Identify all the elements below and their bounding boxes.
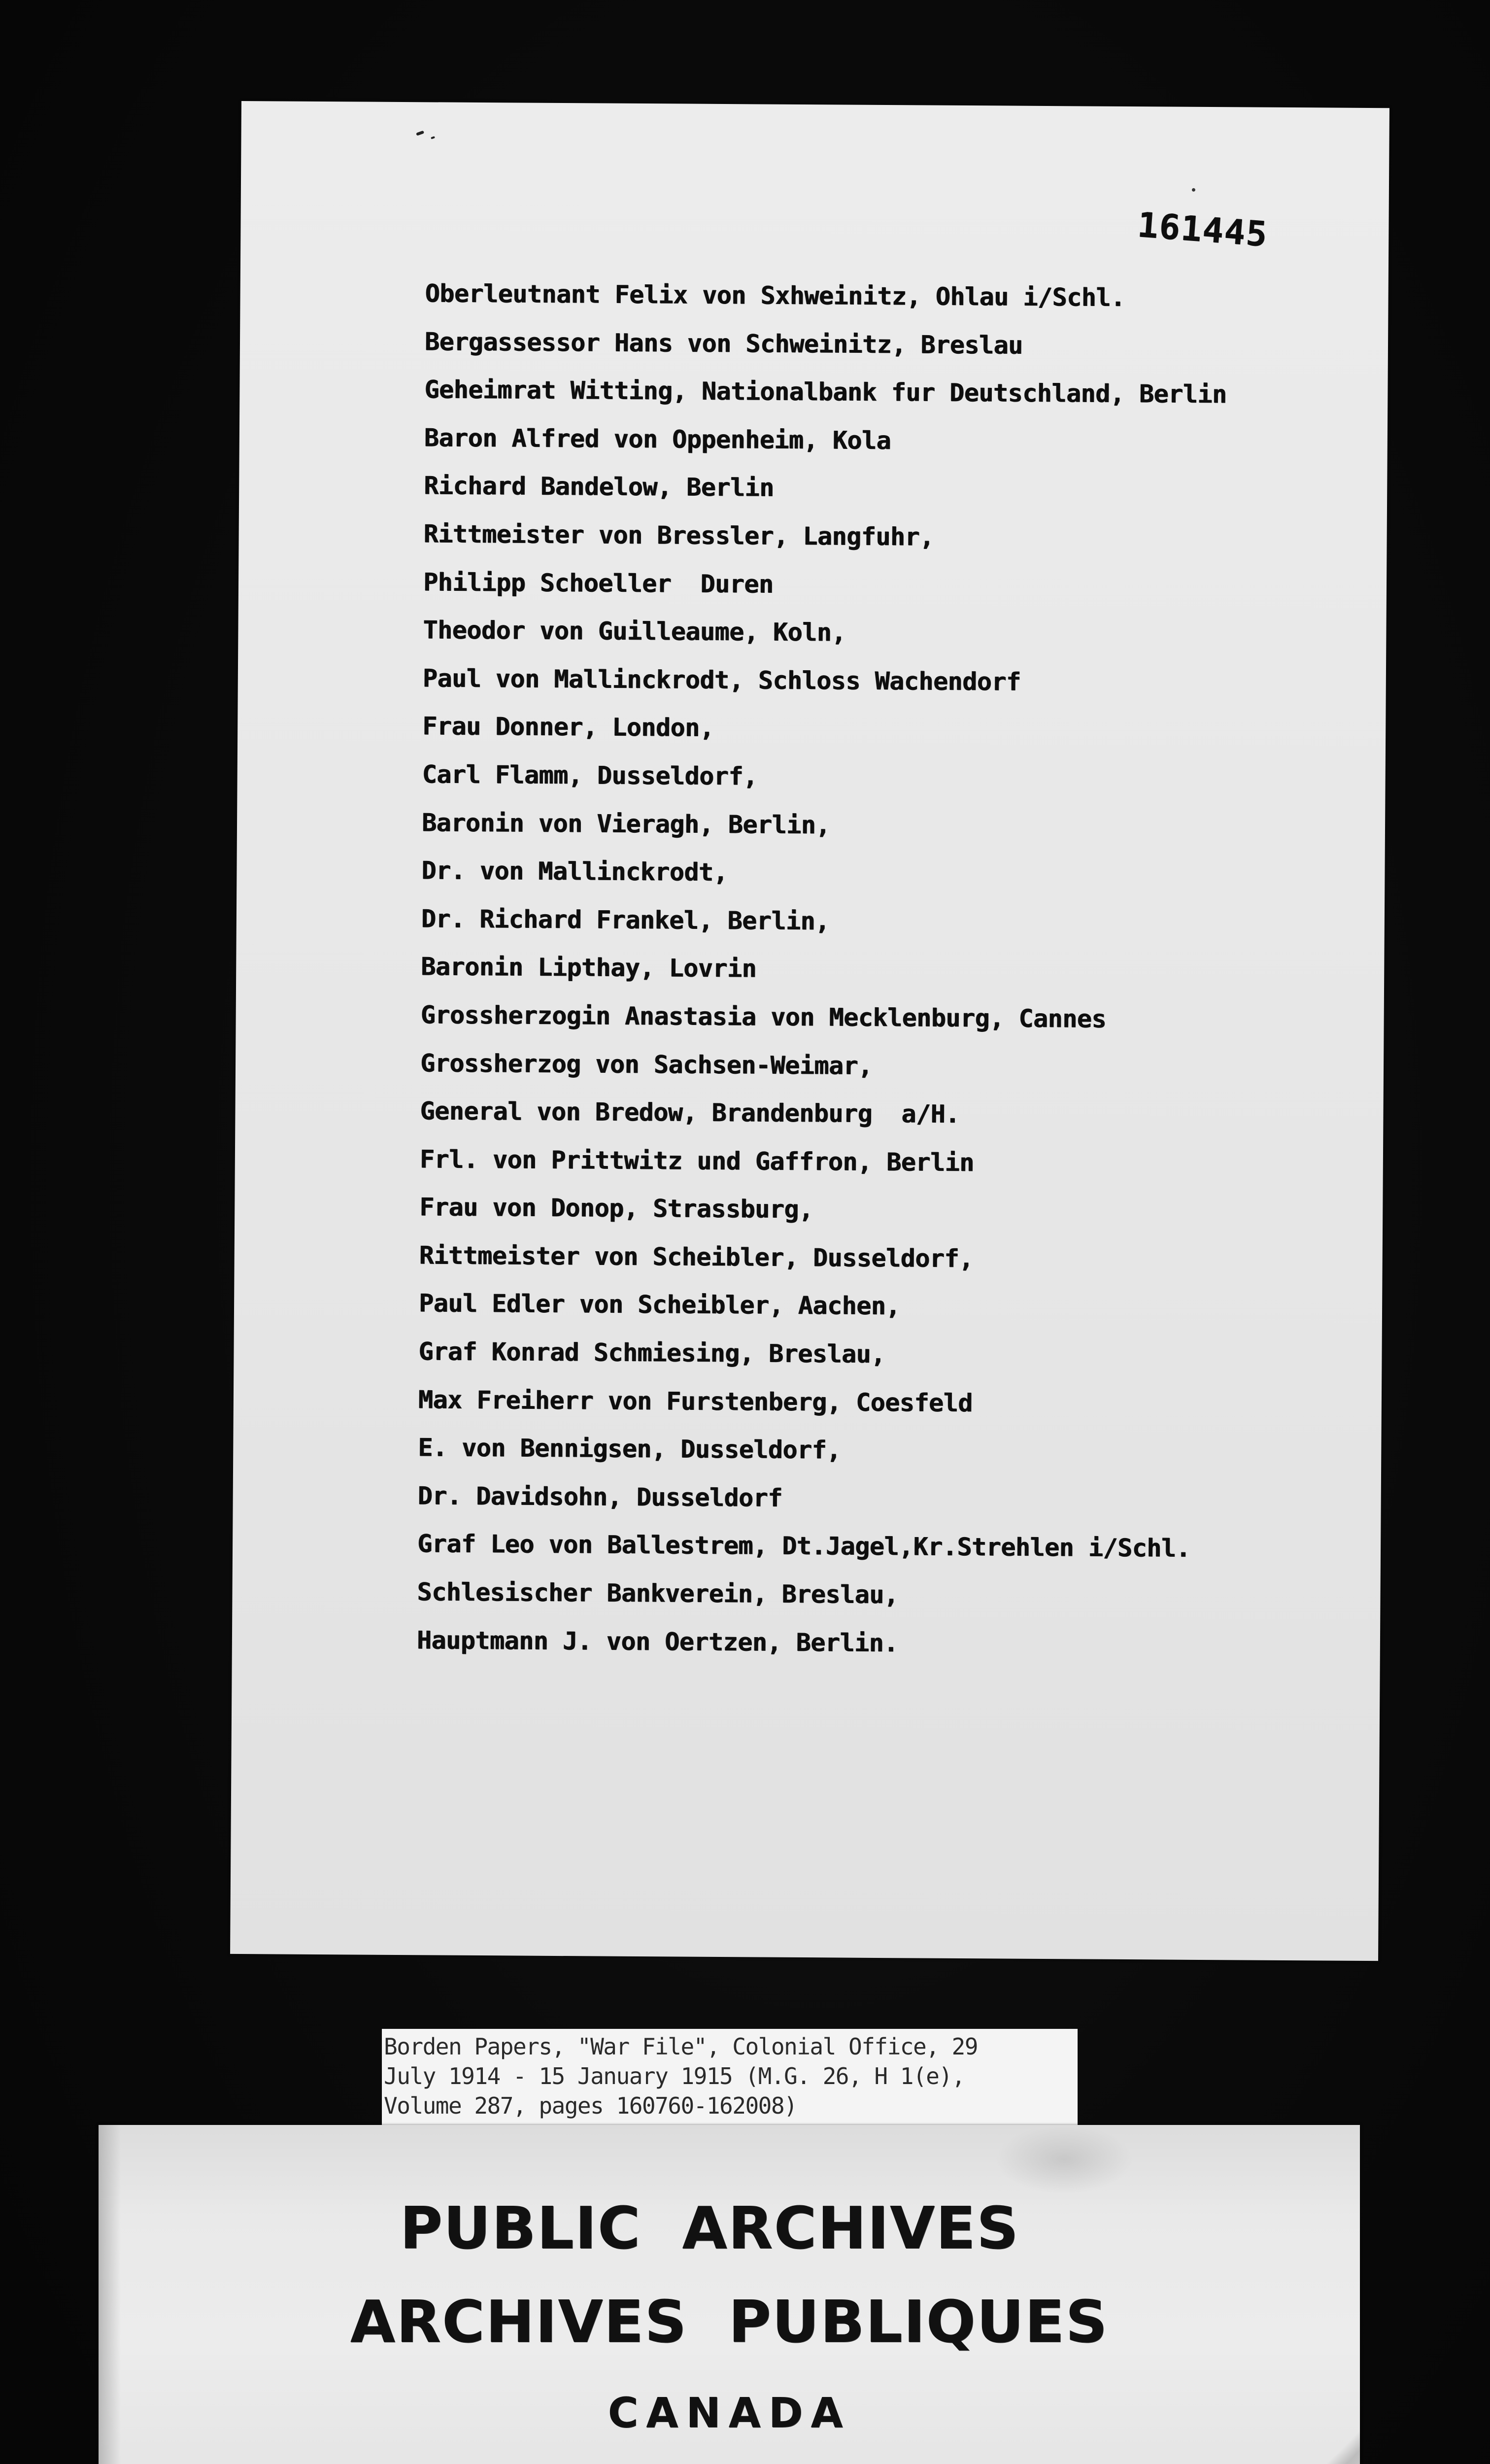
citation-line: July 1914 - 15 January 1915 (M.G. 26, H 1(e), [384, 2063, 965, 2089]
banner-smudge [995, 2125, 1133, 2194]
list-item: Grossherzog von Sachsen-Weimar, [420, 1048, 873, 1080]
list-item: Geheimrat Witting, Nationalbank fur Deutschland, Berlin [424, 375, 1227, 409]
list-item: General von Bredow, Brandenburg a/H. [420, 1096, 960, 1129]
list-item: Rittmeister von Scheibler, Dusseldorf, [419, 1241, 974, 1273]
list-item: Frau Donner, London, [422, 712, 714, 743]
ink-dot [1192, 188, 1195, 192]
list-item: Max Freiherr von Furstenberg, Coesfeld [418, 1385, 973, 1417]
banner-title-french: ARCHIVES PUBLIQUES [350, 2288, 1109, 2356]
list-item: Bergassessor Hans von Schweinitz, Breslau [424, 327, 1023, 360]
list-item: Philipp Schoeller Duren [423, 567, 774, 599]
list-item: Grossherzogin Anastasia von Mecklenburg, Cannes [420, 1000, 1107, 1033]
list-item: Frau von Donop, Strassburg, [419, 1193, 813, 1224]
list-item: Baron Alfred von Oppenheim, Kola [424, 423, 891, 455]
list-item: Rittmeister von Bressler, Langfuhr, [423, 519, 934, 551]
citation-label [382, 2029, 1078, 2125]
ink-mark [416, 131, 424, 136]
list-item: Richard Bandelow, Berlin [424, 471, 774, 502]
citation-line: Borden Papers, "War File", Colonial Office, 29 [384, 2033, 978, 2060]
list-item: Carl Flamm, Dusseldorf, [422, 760, 758, 791]
list-item: Paul von Mallinckrodt, Schloss Wachendorf [422, 664, 1021, 696]
list-item: Hauptmann J. von Oertzen, Berlin. [416, 1625, 898, 1657]
list-item: Frl. von Prittwitz und Gaffron, Berlin [419, 1144, 974, 1177]
list-item: Graf Leo von Ballestrem, Dt.Jagel,Kr.Strehlen i/Schl. [417, 1529, 1191, 1563]
list-item: E. von Bennigsen, Dusseldorf, [418, 1433, 841, 1465]
list-item: Baronin von Vieragh, Berlin, [421, 808, 831, 839]
list-item: Dr. Davidsohn, Dusseldorf [417, 1481, 782, 1512]
list-item: Theodor von Guilleaume, Koln, [423, 616, 847, 647]
list-item: Graf Konrad Schmiesing, Breslau, [418, 1337, 885, 1369]
banner-country: CANADA [608, 2389, 851, 2437]
list-item: Baronin Lipthay, Lovrin [421, 952, 757, 983]
list-item: Paul Edler von Scheibler, Aachen, [418, 1289, 901, 1321]
list-item: Dr. von Mallinckrodt, [421, 856, 728, 887]
banner-title-english: PUBLIC ARCHIVES [400, 2194, 1019, 2262]
name-list [417, 270, 1227, 1669]
ink-mark [431, 136, 435, 139]
archives-banner [99, 2125, 1360, 2464]
list-item: Dr. Richard Frankel, Berlin, [421, 904, 830, 936]
list-item: Schlesischer Bankverein, Breslau, [417, 1577, 899, 1609]
list-item: Oberleutnant Felix von Sxhweinitz, Ohlau i/Schl. [425, 279, 1125, 312]
citation-line: Volume 287, pages 160760-162008) [384, 2092, 797, 2119]
document-number-stamp: 161445 [1136, 204, 1270, 255]
typed-document-page [230, 101, 1389, 1961]
